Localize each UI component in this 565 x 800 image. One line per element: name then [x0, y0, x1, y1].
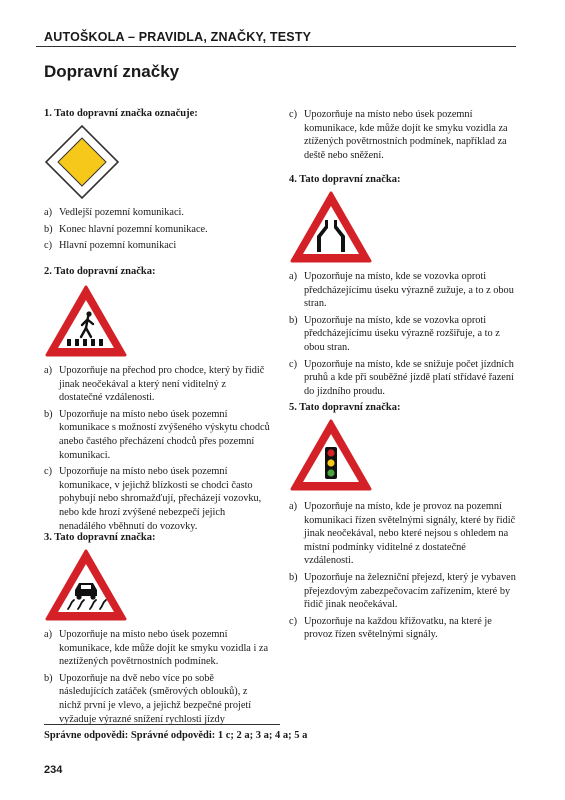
answer-letter: a) — [44, 629, 52, 640]
main-road-diamond-icon — [44, 124, 120, 200]
answer-letter: b) — [44, 672, 53, 684]
answer-option[interactable] — [289, 358, 517, 399]
correct-answers: Správne odpovědi: Správné odpovědi: 1 c; 2 a; 3 a; 4 a; 5 a — [44, 730, 308, 741]
question-3-answers — [44, 628, 270, 729]
answer-option[interactable] — [289, 270, 517, 311]
question-2-title: 2. Tato dopravní značka: — [44, 266, 156, 277]
answer-option[interactable] — [44, 628, 270, 669]
question-3-answers-continued — [289, 108, 517, 165]
question-5-title: 5. Tato dopravní značka: — [289, 402, 401, 413]
answer-option[interactable] — [289, 571, 517, 612]
answer-letter: c) — [44, 240, 52, 252]
answer-text: Upozorňuje na místo, kde se snižuje počet jízdních pruhů a kde při souběžné jízdě platí střídavé řazení do jízdního proudu. — [304, 358, 514, 397]
answer-text: Upozorňuje na místo nebo úsek pozemní komunikace, kde může dojít ke smyku vozidla i za neztížených povětrnostních podmínek. — [59, 629, 269, 668]
answer-text: Upozorňuje na každou křižovatku, na které je provoz řízen světelnými signály. — [304, 615, 492, 641]
answer-option[interactable] — [44, 239, 274, 253]
answer-letter: a) — [44, 207, 52, 218]
answer-text: Upozorňuje na místo, kde se vozovka oproti předcházejícímu úseku výrazně rozšiřuje, a to z obou stran. — [304, 314, 500, 353]
answer-text: Hlavní pozemní komunikaci — [59, 240, 177, 252]
question-1-answers — [44, 206, 274, 256]
question-5-answers — [289, 500, 517, 645]
answer-option[interactable] — [289, 615, 517, 642]
question-4-title: 4. Tato dopravní značka: — [289, 174, 401, 185]
header-divider — [36, 46, 516, 47]
page-number: 234 — [44, 764, 63, 776]
answer-letter: c) — [289, 358, 297, 370]
answer-letter: c) — [289, 615, 297, 627]
answer-text: Upozorňuje na dvě nebo více po sobě následujících zatáček (směrových oblouků), z nichž první je vlevo, a jejichž bezpečné projetí vyžaduje výrazné snížení rychlosti jízdy — [59, 672, 252, 725]
answer-text: Upozorňuje na místo, kde se vozovka oproti předcházejícímu úseku výrazně zužuje, a to z obou stran. — [304, 271, 514, 310]
question-2-answers — [44, 364, 270, 536]
answer-text: Upozorňuje na místo, kde je provoz na pozemní komunikaci řízen světelnými signály, které by řidič jinak neočekával, nebo které nejsou s ohledem na místní podmínky viditelné z dostatečné vzdálenosti. — [304, 501, 516, 567]
answer-text: Vedlejší pozemní komunikaci. — [59, 207, 184, 218]
answer-option[interactable] — [289, 314, 517, 355]
answer-text: Upozorňuje na přechod pro chodce, který by řidič jinak neočekával a který není viditelný z dostatečné vzdálenosti. — [59, 365, 265, 404]
answer-letter: a) — [289, 271, 297, 282]
answer-option[interactable] — [44, 672, 270, 726]
answer-option[interactable] — [289, 108, 517, 162]
pedestrian-crossing-warning-icon — [44, 284, 128, 358]
answer-text: Upozorňuje na místo nebo úsek pozemní komunikace, v jejichž blízkosti se chodci často pohybují nebo shromažďují, přecházejí vozovku, nebo kde hrozí zvýšené nebezpečí jejich nenadálého vběhnutí do vozovky. — [59, 466, 262, 532]
running-title: AUTOŠKOLA – PRAVIDLA, ZNAČKY, TESTY — [44, 30, 312, 44]
answer-letter: b) — [289, 571, 298, 583]
question-3-title: 3. Tato dopravní značka: — [44, 532, 156, 543]
answer-text: Upozorňuje na místo nebo úsek pozemní komunikace s možností zvýšeného výskytu chodců anebo častého přecházení chodců přes pozemní komunikaci. — [59, 408, 270, 461]
answer-letter: b) — [44, 408, 53, 420]
answer-option[interactable] — [44, 364, 270, 405]
answer-letter: b) — [44, 223, 53, 235]
answer-text: Konec hlavní pozemní komunikace. — [59, 223, 208, 235]
answer-option[interactable] — [44, 408, 270, 462]
answer-option[interactable] — [289, 500, 517, 568]
road-narrows-warning-icon — [289, 190, 373, 264]
answer-letter: a) — [44, 365, 52, 376]
question-1-title: 1. Tato dopravní značka označuje: — [44, 108, 198, 119]
slippery-road-warning-icon — [44, 548, 128, 622]
answer-letter: a) — [289, 501, 297, 512]
answers-divider — [44, 724, 280, 725]
traffic-lights-warning-icon — [289, 418, 373, 492]
answer-letter: b) — [289, 314, 298, 326]
question-4-answers — [289, 270, 517, 401]
answer-letter: c) — [44, 466, 52, 478]
answer-letter: c) — [289, 109, 297, 120]
answer-text: Upozorňuje na místo nebo úsek pozemní komunikace, kde může dojít ke smyku vozidla za ztížených povětrnostních podmínek, například za deště nebo sněžení. — [304, 109, 508, 161]
answer-option[interactable] — [44, 465, 270, 533]
answer-option[interactable] — [44, 223, 274, 237]
section-title: Dopravní značky — [44, 62, 180, 81]
answer-text: Upozorňuje na železniční přejezd, který je vybaven přejezdovým zabezpečovacím zařízením, které by řidič jinak neočekával. — [304, 571, 516, 611]
answer-option[interactable] — [44, 206, 274, 220]
